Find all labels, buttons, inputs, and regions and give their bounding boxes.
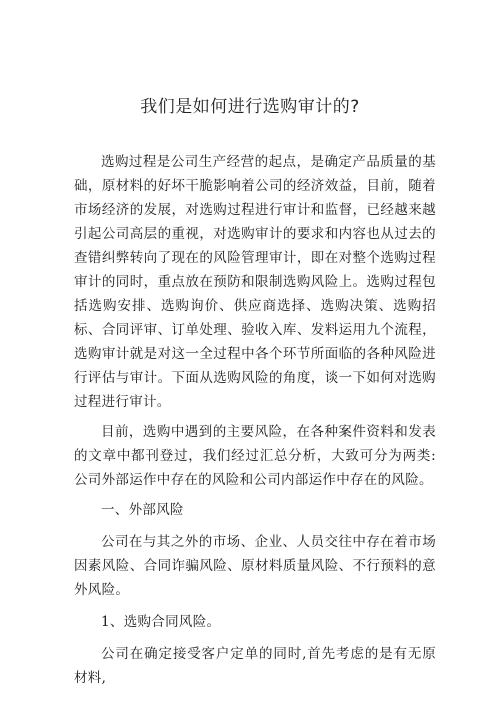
document-title: 我们是如何进行选购审计的? [140,97,360,117]
paragraph-contract-risk: 公司在确定接受客户定单的同时,首先考虑的是有无原材料, [74,646,436,686]
section-heading-external-risk: 一、外部风险 [101,502,184,518]
paragraph-external-risk: 公司在与其之外的市场、企业、人员交往中存在着市场因素风险、合同诈骗风险、原材料质量风险、不行预料的意外风险。 [74,534,436,598]
paragraph-intro: 选购过程是公司生产经营的起点，是确定产品质量的基础，原材料的好坏干脆影响着公司的经济效益，目前，随着市场经济的发展，对选购过程进行审计和监督，已经越来越引起公司高层的重视，对选购审计的要求和内容也从过去的查错纠弊转向了现在的风险管理审计，即在对整个选购过程审计的同时，重点放在预防和限制选购风险上。选购过程包括选购安排、选购询价、供应商选择、选购决策、选购招标、合同评审、订单处理、验收入库、发料运用九个流程，选购审计就是对这一全过程中各个环节所面临的各种风险进行评估与审计。下面从选购风险的角度，谈一下如何对选购过程进行审计。 [74,154,436,410]
paragraph-risk-overview: 目前，选购中遇到的主要风险，在各种案件资料和发表的文章中都刊登过，我们经过汇总分析，大致可分为两类:公司外部运作中存在的风险和公司内部运作中存在的风险。 [74,424,436,488]
document-body [74,150,436,690]
subheading-contract-risk: 1、选购合同风险。 [101,614,221,630]
